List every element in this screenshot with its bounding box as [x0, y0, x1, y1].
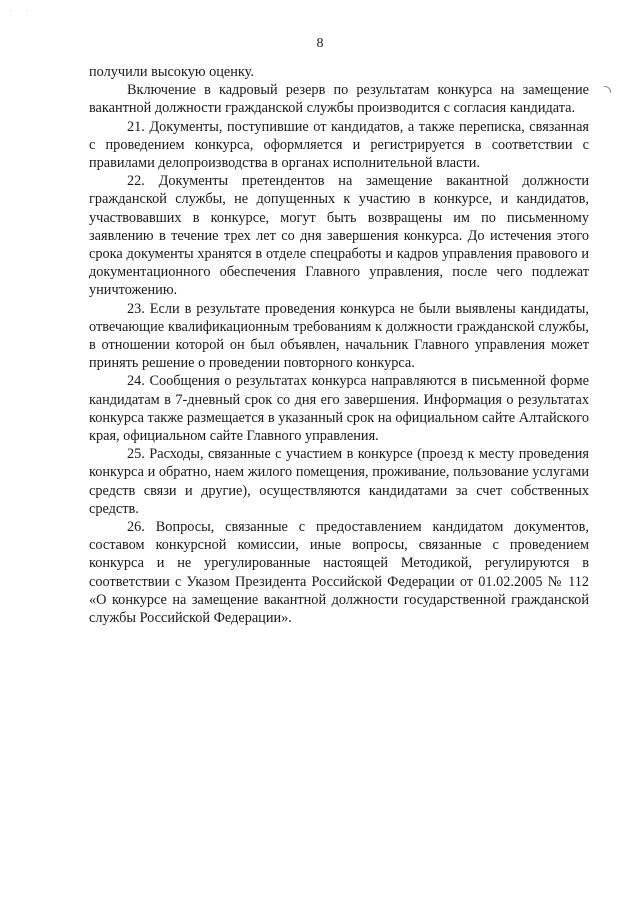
paragraph-item-24: 24. Сообщения о результатах конкурса направляются в письменной форме кандидатам в 7-дневный срок со дня его завершения. Информация о результатах конкурса также размещается в указанный срок на официальном сайте Алтайского края, официальном сайте Главного управления.	[89, 373, 589, 445]
paragraph-continuation: получили высокую оценку.	[89, 64, 254, 80]
paragraph-item-21: 21. Документы, поступившие от кандидатов, а также переписка, связанная с проведением конкурса, оформляется и регистрируется в соответствии с правилами делопроизводства в органах исполнительной власти.	[89, 118, 589, 172]
paragraph-item-23: 23. Если в результате проведения конкурса не были выявлены кандидаты, отвечающие квалификационным требованиям к должности гражданской службы, в отношении которой он был объявлен, начальник Главного управления может принять решение о проведении повторного конкурса.	[89, 300, 589, 372]
document-body	[89, 63, 589, 627]
scan-artifact: · ·	[10, 8, 34, 15]
paragraph-item-26: 26. Вопросы, связанные с предоставлением кандидатом документов, составом конкурсной комиссии, иные вопросы, связанные с проведением конкурса и не урегулированные настоящей Методикой, регулируются в соответствии с Указом Президента Российской Федерации от 01.02.2005 № 112 «О конкурсе на замещение вакантной должности государственной гражданской службы Российской Федерации».	[89, 519, 589, 627]
paragraph-item-22: 22. Документы претендентов на замещение вакантной должности гражданской службы, не допущенных к участию в конкурсе, и кандидатов, участвовавших в конкурсе, могут быть возвращены им по письменному заявлению в течение трех лет со дня завершения конкурса. До истечения этого срока документы хранятся в отделе спецработы и кадров управления правового и документационного обеспечения Главного управления, после чего подлежат уничтожению.	[89, 173, 589, 299]
margin-mark	[604, 86, 611, 93]
page-number: 8	[316, 36, 324, 51]
paragraph-reserve: Включение в кадровый резерв по результатам конкурса на замещение вакантной должности гражданской службы производится с согласия кандидата.	[89, 82, 589, 117]
paragraph-item-25: 25. Расходы, связанные с участием в конкурсе (проезд к месту проведения конкурса и обратно, наем жилого помещения, проживание, пользование услугами средств связи и другие), осуществляются кандидатами за счет собственных средств.	[89, 446, 589, 517]
